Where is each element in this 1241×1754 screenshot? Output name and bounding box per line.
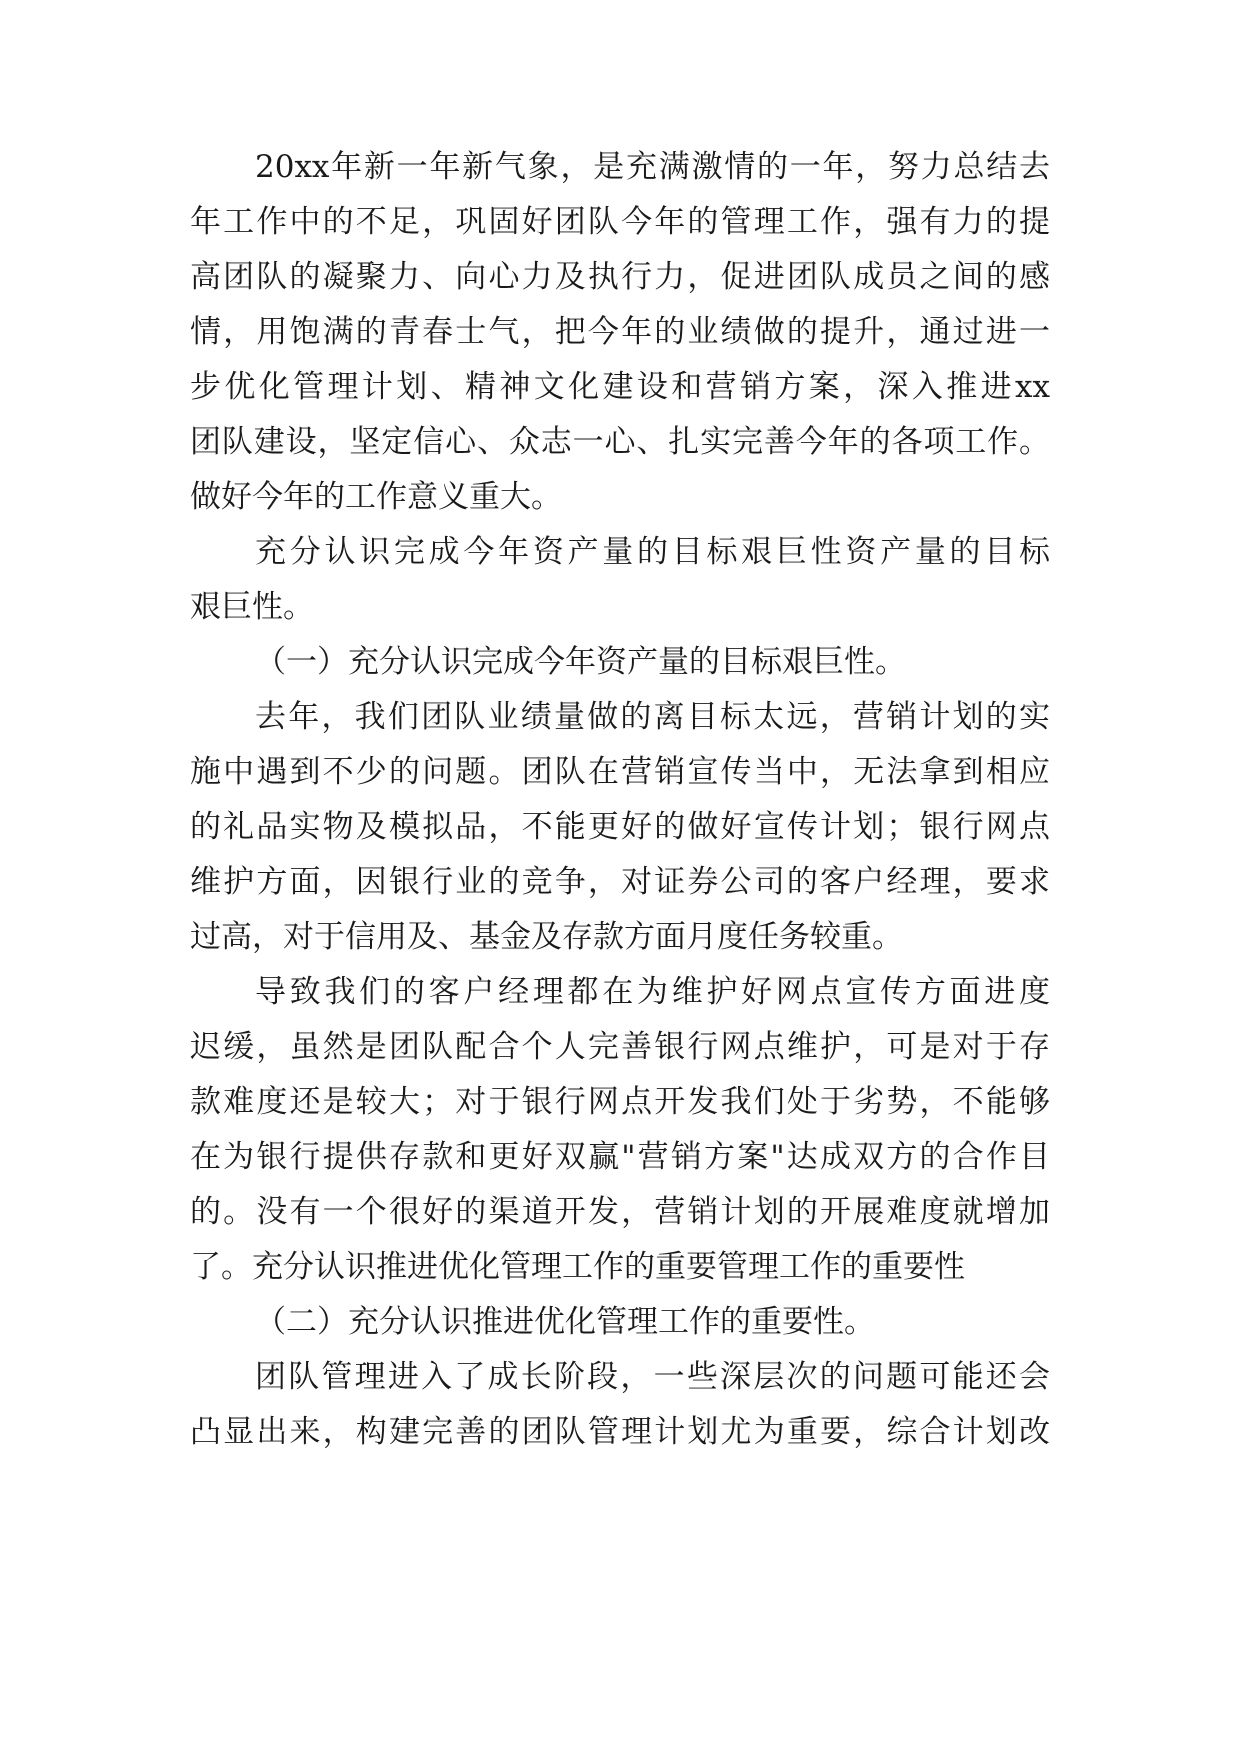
paragraph-1-line-1: 20xx年新一年新气象，是充满激情的一年，努力总结去 bbox=[255, 149, 1050, 185]
paragraph-2-line-2: 艰巨性。 bbox=[190, 589, 314, 625]
paragraph-3-line-5: 过高，对于信用及、基金及存款方面月度任务较重。 bbox=[190, 919, 903, 955]
section-heading-1: （一）充分认识完成今年资产量的目标艰巨性。 bbox=[255, 644, 906, 680]
paragraph-1-line-2: 年工作中的不足，巩固好团队今年的管理工作，强有力的提 bbox=[190, 204, 1050, 240]
paragraph-4-line-2: 迟缓，虽然是团队配合个人完善银行网点维护，可是对于存 bbox=[190, 1029, 1050, 1065]
paragraph-4-line-6: 了。充分认识推进优化管理工作的重要管理工作的重要性 bbox=[190, 1249, 965, 1285]
paragraph-2-line-1: 充分认识完成今年资产量的目标艰巨性资产量的目标 bbox=[255, 534, 1050, 570]
paragraph-3-line-1: 去年，我们团队业绩量做的离目标太远，营销计划的实 bbox=[255, 699, 1050, 735]
paragraph-3-line-2: 施中遇到不少的问题。团队在营销宣传当中，无法拿到相应 bbox=[190, 754, 1050, 790]
paragraph-3-line-4: 维护方面，因银行业的竞争，对证券公司的客户经理，要求 bbox=[190, 864, 1050, 900]
paragraph-5-line-1: 团队管理进入了成长阶段，一些深层次的问题可能还会 bbox=[255, 1359, 1050, 1395]
paragraph-4-line-4: 在为银行提供存款和更好双赢"营销方案"达成双方的合作目 bbox=[190, 1139, 1050, 1175]
paragraph-4-line-5: 的。没有一个很好的渠道开发，营销计划的开展难度就增加 bbox=[190, 1194, 1050, 1230]
paragraph-4-line-1: 导致我们的客户经理都在为维护好网点宣传方面进度 bbox=[255, 974, 1050, 1010]
section-heading-2: （二）充分认识推进优化管理工作的重要性。 bbox=[255, 1304, 875, 1340]
paragraph-4-line-3: 款难度还是较大；对于银行网点开发我们处于劣势，不能够 bbox=[190, 1084, 1050, 1120]
paragraph-1-line-5: 步优化管理计划、精神文化建设和营销方案，深入推进xx bbox=[190, 369, 1050, 405]
paragraph-1-line-6: 团队建设，坚定信心、众志一心、扎实完善今年的各项工作。 bbox=[190, 424, 1050, 460]
paragraph-1-line-4: 情，用饱满的青春士气，把今年的业绩做的提升，通过进一 bbox=[190, 314, 1050, 350]
paragraph-1-line-7: 做好今年的工作意义重大。 bbox=[190, 479, 562, 515]
paragraph-1-line-3: 高团队的凝聚力、向心力及执行力，促进团队成员之间的感 bbox=[190, 259, 1050, 295]
paragraph-5-line-2: 凸显出来，构建完善的团队管理计划尤为重要，综合计划改 bbox=[190, 1414, 1050, 1450]
paragraph-3-line-3: 的礼品实物及模拟品，不能更好的做好宣传计划；银行网点 bbox=[190, 809, 1050, 845]
